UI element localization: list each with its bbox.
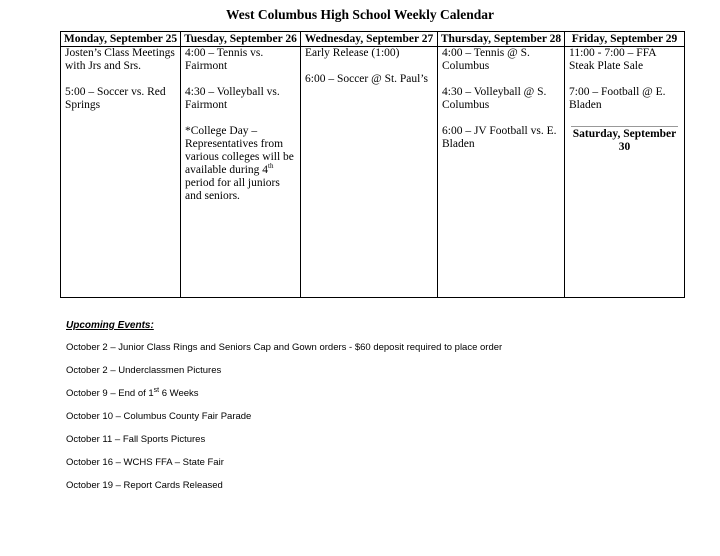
weekly-calendar-table [60, 31, 685, 298]
calendar-entry: Early Release (1:00) [305, 47, 400, 59]
day-header-thursday: Thursday, September 28 [438, 32, 565, 47]
note-text: period for all juniors and seniors. [185, 177, 280, 202]
calendar-entry: 7:00 – Football @ E. Bladen [569, 86, 666, 111]
day-header-tuesday: Tuesday, September 26 [181, 32, 301, 47]
event-item: October 2 – Underclassmen Pictures [66, 365, 222, 376]
event-item: October 2 – Junior Class Rings and Seniors Cap and Gown orders - $60 deposit required to place order [66, 342, 503, 353]
day-header-friday: Friday, September 29 [565, 32, 685, 47]
calendar-title: West Columbus High School Weekly Calendar [226, 7, 494, 22]
day-cell-monday [61, 47, 181, 298]
calendar-entry: 11:00 - 7:00 – FFA Steak Plate Sale [569, 47, 656, 72]
calendar-entry: 6:00 – JV Football vs. E. Bladen [442, 125, 557, 150]
upcoming-events-heading: Upcoming Events: [66, 320, 154, 331]
event-item: October 10 – Columbus County Fair Parade [66, 411, 252, 422]
event-text: 6 Weeks [159, 388, 199, 399]
college-day-note [185, 125, 296, 203]
event-text: October 9 – End of 1 [66, 388, 154, 399]
event-superscript: st [153, 386, 160, 394]
calendar-entry: 6:00 – Soccer @ St. Paul’s [305, 73, 429, 85]
day-header-monday: Monday, September 25 [61, 32, 181, 47]
day-cell-tuesday [181, 47, 301, 298]
calendar-entry: 4:30 – Volleyball vs. Fairmont [185, 86, 280, 111]
note-text: *College Day – Representatives from various colleges will be available during 4 [185, 125, 294, 176]
note-superscript: th [268, 162, 274, 171]
calendar-entry: 4:00 – Tennis vs. Fairmont [185, 47, 264, 72]
calendar-header-row [61, 32, 685, 47]
calendar-entry: 4:30 – Volleyball @ S. Columbus [442, 86, 547, 111]
event-item [66, 388, 502, 411]
calendar-entry: 5:00 – Soccer vs. Red Springs [65, 86, 166, 111]
day-cell-wednesday [301, 47, 438, 298]
day-cell-friday [565, 47, 685, 298]
calendar-body-row [61, 47, 685, 298]
saturday-divider [571, 126, 678, 127]
calendar-entry: Josten’s Class Meetings with Jrs and Srs. [65, 47, 175, 72]
event-item: October 16 – WCHS FFA – State Fair [66, 457, 224, 468]
event-item: October 11 – Fall Sports Pictures [66, 434, 206, 445]
event-item: October 19 – Report Cards Released [66, 480, 223, 491]
day-header-wednesday: Wednesday, September 27 [301, 32, 438, 47]
day-cell-thursday [438, 47, 565, 298]
upcoming-events-section [66, 320, 502, 503]
calendar-entry: 4:00 – Tennis @ S. Columbus [442, 47, 530, 72]
saturday-header: Saturday, September 30 [572, 128, 677, 153]
